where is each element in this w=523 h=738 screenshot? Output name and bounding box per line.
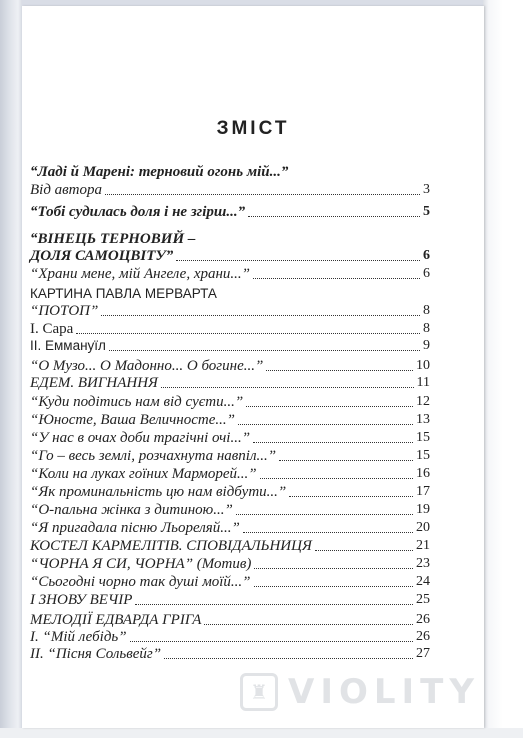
toc-page-number: 20	[416, 520, 430, 535]
toc-entry	[30, 410, 430, 428]
toc-entry-title: “ВІНЕЦЬ ТЕРНОВИЙ –	[30, 231, 196, 247]
toc-entry-title: “Куди подітись нам від суєти...”	[30, 394, 244, 410]
toc-page-number: 8	[423, 321, 430, 336]
toc-page-number: 23	[416, 556, 430, 571]
toc-entry	[30, 319, 430, 337]
toc-leader-dots	[243, 532, 413, 533]
toc-entry	[30, 301, 430, 319]
toc-page-number: 25	[416, 592, 430, 607]
toc-entry	[30, 229, 430, 247]
toc-entry-title: “Я пригадала пісню Льореляй...”	[30, 520, 240, 536]
toc-leader-dots	[289, 496, 413, 497]
toc-leader-dots	[266, 370, 413, 371]
toc-page-number: 16	[416, 466, 430, 481]
toc-entry	[30, 284, 430, 302]
toc-leader-dots	[76, 333, 420, 334]
toc-entry	[30, 554, 430, 572]
toc-entry-title: ДОЛЯ САМОЦВІТУ”	[30, 248, 174, 264]
toc-entry	[30, 500, 430, 518]
toc-entry-title: “ЧОРНА Я СИ, ЧОРНА” (Мотив)	[30, 556, 252, 572]
toc-page-number: 6	[423, 266, 430, 281]
toc-leader-dots	[254, 568, 413, 569]
toc-entry-title: “О Музо... О Мадонно... О богине...”	[30, 358, 264, 374]
scan-border-bottom	[0, 728, 523, 738]
toc-entry-title: “Го – весь землі, розчахнута навпіл...”	[30, 448, 277, 464]
book-spine-edge	[0, 0, 22, 738]
toc-entry	[30, 180, 430, 198]
toc-leader-dots	[279, 460, 413, 461]
toc-entry-title: “ПОТОП”	[30, 303, 99, 319]
toc-entry	[30, 392, 430, 410]
toc-entry	[30, 246, 430, 264]
toc-entry-title: “Ладі й Марені: терновий огонь мій...”	[30, 164, 289, 180]
toc-page-number: 15	[416, 430, 430, 445]
toc-entry-title: ІІ. Еммануїл	[30, 338, 106, 353]
toc-entry	[30, 518, 430, 536]
toc-leader-dots	[254, 586, 413, 587]
toc-leader-dots	[248, 216, 420, 217]
toc-entry	[30, 572, 430, 590]
violity-logo-icon: ♜	[240, 673, 278, 711]
toc-entry-title: “О-пальна жінка з дитиною...”	[30, 502, 233, 518]
watermark-text: VIOLITY	[288, 672, 480, 712]
toc-entry	[30, 464, 430, 482]
toc-entry-title: І. Сара	[30, 321, 74, 337]
page-title: ЗМІСТ	[216, 118, 290, 139]
toc-page-number: 9	[423, 338, 430, 353]
toc-leader-dots	[253, 278, 420, 279]
toc-page-number: 10	[416, 358, 430, 373]
toc-entry	[30, 336, 430, 354]
toc-entry-title: КОСТЕЛ КАРМЕЛІТІВ. СПОВІДАЛЬНИЦЯ	[30, 538, 312, 554]
toc-entry-title: І ЗНОВУ ВЕЧІР	[30, 592, 133, 608]
toc-entry-title: “Сьогодні чорно так душі моїй...”	[30, 574, 251, 590]
toc-page-number: 15	[416, 448, 430, 463]
toc-leader-dots	[236, 514, 413, 515]
toc-page-number: 5	[423, 204, 430, 219]
toc-leader-dots	[161, 387, 414, 388]
toc-entry-title: І. “Мій лебідь”	[30, 629, 127, 645]
toc-entry-title: КАРТИНА ПАВЛА МЕРВАРТА	[30, 286, 217, 301]
toc-page-number: 19	[416, 502, 430, 517]
toc-page-number: 13	[416, 412, 430, 427]
toc-leader-dots	[315, 550, 413, 551]
toc-page-number: 11	[416, 375, 430, 390]
toc-entry	[30, 356, 430, 374]
toc-entry	[30, 162, 430, 180]
toc-leader-dots	[204, 624, 413, 625]
toc-entry-title: “Як проминальність цю нам відбути...”	[30, 484, 287, 500]
toc-leader-dots	[176, 260, 420, 261]
toc-entry-title: “Тобі судилась доля і не згірш...”	[30, 204, 246, 220]
scan-border-right	[483, 0, 523, 738]
toc-page-number: 26	[416, 612, 430, 627]
toc-entry	[30, 536, 430, 554]
toc-entry	[30, 373, 430, 391]
toc-entry-title: “У нас в очах доби трагічні очі...”	[30, 430, 251, 446]
toc-page-number: 6	[423, 248, 430, 263]
toc-leader-dots	[260, 478, 413, 479]
toc-page-number: 26	[416, 629, 430, 644]
toc-entry	[30, 627, 430, 645]
toc-entry	[30, 446, 430, 464]
toc-entry	[30, 610, 430, 628]
toc-leader-dots	[164, 658, 413, 659]
toc-entry-title: ЕДЕМ. ВИГНАННЯ	[30, 375, 158, 391]
toc-entry	[30, 482, 430, 500]
toc-page-number: 24	[416, 574, 430, 589]
book-page	[22, 6, 484, 728]
toc-leader-dots	[130, 641, 413, 642]
toc-entry	[30, 428, 430, 446]
toc-leader-dots	[135, 604, 413, 605]
toc-entry-title: “Юносте, Ваша Величносте...”	[30, 412, 235, 428]
toc-leader-dots	[109, 350, 420, 351]
toc-entry-title: ІІ. “Пісня Сольвейг”	[30, 646, 162, 662]
toc-leader-dots	[246, 406, 413, 407]
toc-page-number: 12	[416, 394, 430, 409]
toc-entry	[30, 202, 430, 220]
toc-leader-dots	[105, 194, 420, 195]
toc-page-number: 3	[423, 182, 430, 197]
toc-leader-dots	[101, 315, 420, 316]
toc-page-number: 17	[416, 484, 430, 499]
toc-page-number: 8	[423, 303, 430, 318]
toc-leader-dots	[253, 442, 413, 443]
toc-entry	[30, 590, 430, 608]
toc-entry	[30, 264, 430, 282]
toc-entry	[30, 644, 430, 662]
toc-entry-title: МЕЛОДІЇ ЕДВАРДА ГРІГА	[30, 612, 202, 628]
toc-entry-title: Від автора	[30, 182, 103, 198]
toc-entry-title: “Храни мене, мій Ангеле, храни...”	[30, 266, 251, 282]
toc-leader-dots	[238, 424, 413, 425]
toc-page-number: 27	[416, 646, 430, 661]
toc-page-number: 21	[416, 538, 430, 553]
toc-entry-title: “Коли на луках гоїних Марморей...”	[30, 466, 257, 482]
watermark	[240, 670, 500, 714]
